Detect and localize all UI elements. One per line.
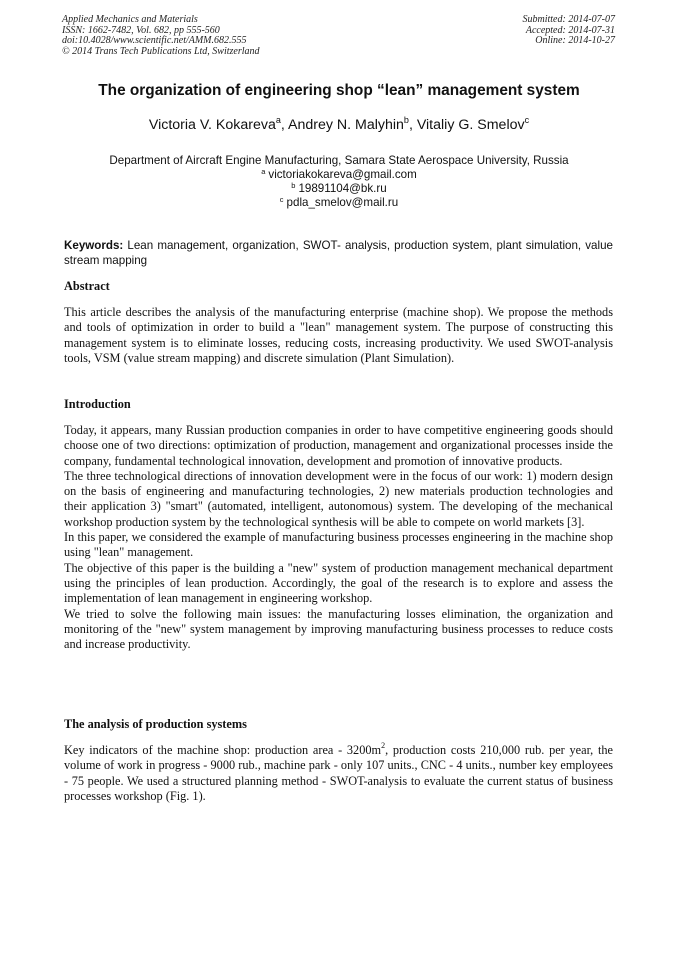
paragraph: The three technological directions of innovation development were in the focus of our work: 1) modern design on the basis of engineering and manufacturing technologies, 2) new materials production technologies and their application 3) "smart" (automated, intelligent, autonomous) system. The developing of the mechanical workshop production system by the technological synthesis will be able to compete on world markets [3]. — [64, 468, 613, 529]
journal-info — [62, 15, 260, 57]
keywords-label: Keywords: — [64, 239, 124, 252]
paragraph: In this paper, we considered the example of manufacturing business processes engineering in the machine shop using "lean" management. — [64, 530, 613, 560]
paragraph: The objective of this paper is the building a "new" system of production management mechanical department using the principles of lean production. Accordingly, the goal of the research is to explore and assess the implementation of lean management in engineering workshop. — [64, 560, 613, 606]
analysis-paragraph — [64, 743, 613, 804]
email-link[interactable]: victoriakokareva@gmail.com — [268, 168, 417, 181]
affiliation: Department of Aircraft Engine Manufacturing, Samara State Aerospace University, Russia — [109, 154, 569, 167]
email-mark: b — [291, 181, 296, 190]
analysis-text — [64, 743, 613, 804]
email-link[interactable]: 19891104@bk.ru — [298, 182, 387, 195]
email-mark: a — [261, 167, 266, 176]
author-name: Vitaliy G. Smelov — [416, 117, 525, 133]
affiliation-block — [0, 154, 678, 210]
author-name: Andrey N. Malyhin — [288, 117, 404, 133]
author-name: Victoria V. Kokareva — [148, 117, 276, 133]
email-link[interactable]: pdla_smelov@mail.ru — [286, 196, 399, 209]
abstract-text — [64, 305, 613, 366]
paper-title: The organization of engineering shop “lean” management system — [98, 82, 580, 99]
paragraph: We tried to solve the following main issues: the manufacturing losses elimination, the organization and monitoring of the "new" system management by improving manufacturing business processes to reduce costs and increase productivity. — [64, 606, 613, 652]
author-mark: c — [524, 115, 530, 125]
author-separator: , — [280, 117, 288, 133]
keywords — [64, 238, 613, 268]
email-mark: c — [279, 195, 284, 204]
author-mark: b — [403, 115, 409, 125]
submission-dates — [523, 15, 616, 47]
online-date: Online: 2014-10-27 — [535, 35, 615, 47]
doi-line: doi:10.4028/www.scientific.net/AMM.682.555 — [62, 35, 247, 47]
journal-name: Applied Mechanics and Materials — [62, 14, 198, 25]
paragraph: Today, it appears, many Russian production companies in order to have competitive engineering goods should choose one of two directions: optimization of production, management and organizational processes inside the company, fundamental technological innovation, development and promotion of innovative products. — [64, 423, 613, 468]
copyright-line: © 2014 Trans Tech Publications Ltd, Switzerland — [62, 45, 260, 57]
analysis-text-start: Key indicators of the machine shop: production area - 3200m — [64, 743, 382, 757]
author-list — [0, 117, 678, 133]
introduction-heading: Introduction — [64, 397, 131, 411]
abstract-heading: Abstract — [64, 279, 110, 293]
author-mark: a — [275, 115, 281, 125]
keywords-text: Lean management, organization, SWOT- analysis, production system, plant simulation, value stream mapping — [64, 239, 613, 267]
introduction-text — [64, 423, 613, 652]
submitted-date: Submitted: 2014-07-07 — [522, 14, 615, 25]
abstract-paragraph: This article describes the analysis of the manufacturing enterprise (machine shop). We propose the methods and tools of optimization in order to build a "lean" management system. The purpose of constructing this management system is to eliminate losses, reducing costs, increasing productivity. We used SWOT-analysis tools, VSM (value stream mapping) and discrete simulation (Plant Simulation). — [64, 305, 613, 365]
analysis-text-end: , production costs 210,000 rub. per year, the volume of work in progress - 9000 rub., machine park - only 107 units., CNC - 4 units., number key employees - 75 people. We used a structured planning method - SWOT-analysis to evaluate the current status of business processes workshop (Fig. 1). — [64, 743, 613, 803]
author-separator: , — [408, 117, 417, 133]
accepted-date: Accepted: 2014-07-31 — [525, 24, 615, 36]
email-line — [0, 168, 678, 182]
superscript: 2 — [381, 741, 386, 750]
email-line — [0, 182, 678, 196]
email-line — [0, 196, 678, 210]
issn-line: ISSN: 1662-7482, Vol. 682, pp 555-560 — [62, 24, 220, 36]
analysis-heading: The analysis of production systems — [64, 717, 247, 731]
